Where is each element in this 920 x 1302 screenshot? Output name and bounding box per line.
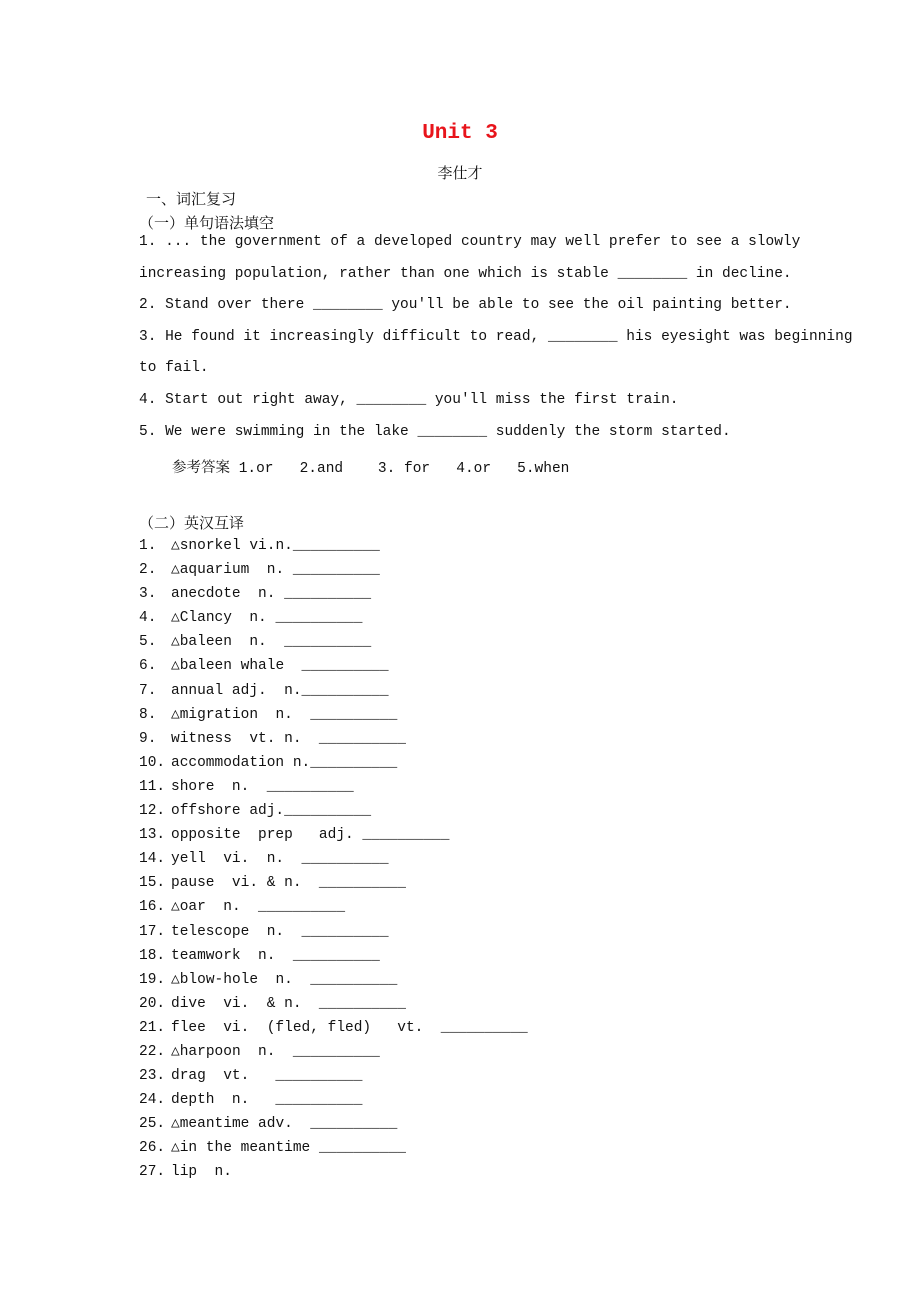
question-line: 1. ... the government of a developed country may well prefer to see a slowly <box>139 234 801 250</box>
vocab-text: telescope n. __________ <box>171 923 389 940</box>
vocab-text: depth n. __________ <box>171 1092 363 1109</box>
vocab-text: drag vt. __________ <box>171 1068 363 1085</box>
vocab-number: 15. <box>139 875 166 892</box>
question-line: 4. Start out right away, ________ you'll miss the first train. <box>139 392 679 408</box>
author-name: 李仕才 <box>437 164 483 182</box>
vocab-text: pause vi. & n. __________ <box>171 875 406 892</box>
question-line: 3. He found it increasingly difficult to read, ________ his eyesight was beginning <box>139 329 853 345</box>
vocab-text: annual adj. n.__________ <box>171 682 389 699</box>
vocab-number: 9. <box>139 730 157 747</box>
vocab-number: 8. <box>139 706 157 723</box>
vocab-text: △migration n. __________ <box>171 706 398 723</box>
vocab-number: 19. <box>139 971 166 988</box>
vocab-text: △in the meantime __________ <box>171 1140 406 1157</box>
vocab-text: △Clancy n. __________ <box>171 610 363 627</box>
vocab-text: witness vt. n. __________ <box>171 730 406 747</box>
vocab-text: offshore adj.__________ <box>171 803 372 820</box>
question-line: increasing population, rather than one which is stable ________ in decline. <box>139 266 792 282</box>
vocab-text: teamwork n. __________ <box>171 947 380 964</box>
vocab-number: 12. <box>139 803 166 820</box>
vocab-text: △baleen n. __________ <box>171 634 372 651</box>
vocab-number: 22. <box>139 1043 166 1060</box>
vocab-number: 18. <box>139 947 166 964</box>
vocab-number: 5. <box>139 634 157 651</box>
vocab-text: lip n. <box>171 1164 232 1181</box>
vocab-text: △blow-hole n. __________ <box>171 971 398 988</box>
vocab-text: △meantime adv. __________ <box>171 1116 398 1133</box>
vocab-number: 10. <box>139 754 166 771</box>
vocab-number: 3. <box>139 586 157 603</box>
vocab-number: 13. <box>139 827 166 844</box>
vocab-text: accommodation n.__________ <box>171 754 398 771</box>
question-line: 5. We were swimming in the lake ________ suddenly the storm started. <box>139 424 731 440</box>
vocab-number: 11. <box>139 778 166 795</box>
vocab-number: 27. <box>139 1164 166 1181</box>
vocab-text: △oar n. __________ <box>171 899 346 916</box>
vocab-number: 25. <box>139 1116 166 1133</box>
vocab-text: flee vi. (fled, fled) vt. __________ <box>171 1019 528 1036</box>
subsection-grammar-fill: （一）单句语法填空 <box>139 214 275 232</box>
vocab-number: 24. <box>139 1092 166 1109</box>
answer-key: 参考答案 1.or 2.and 3. for 4.or 5.when <box>172 461 570 477</box>
vocab-number: 14. <box>139 851 166 868</box>
vocab-text: △harpoon n. __________ <box>171 1043 380 1060</box>
vocab-number: 2. <box>139 562 157 579</box>
vocab-text: opposite prep adj. __________ <box>171 827 450 844</box>
vocab-number: 17. <box>139 923 166 940</box>
vocab-text: △aquarium n. __________ <box>171 562 380 579</box>
vocab-number: 20. <box>139 995 166 1012</box>
vocab-number: 4. <box>139 610 157 627</box>
question-line: 2. Stand over there ________ you'll be able to see the oil painting better. <box>139 297 792 313</box>
vocab-number: 6. <box>139 658 157 675</box>
vocab-number: 23. <box>139 1068 166 1085</box>
vocab-number: 1. <box>139 538 157 554</box>
page-title: Unit 3 <box>422 122 498 145</box>
vocab-text: shore n. __________ <box>171 778 354 795</box>
vocab-text: △snorkel vi.n.__________ <box>171 538 380 554</box>
vocab-number: 16. <box>139 899 166 916</box>
vocab-text: yell vi. n. __________ <box>171 851 389 868</box>
question-line: to fail. <box>139 360 209 376</box>
vocab-text: △baleen whale __________ <box>171 658 389 675</box>
vocab-text: anecdote n. __________ <box>171 586 372 603</box>
vocab-number: 26. <box>139 1140 166 1157</box>
vocab-text: dive vi. & n. __________ <box>171 995 406 1012</box>
vocab-number: 7. <box>139 682 157 699</box>
section-vocabulary-review: 一、词汇复习 <box>146 190 237 208</box>
subsection-translation: （二）英汉互译 <box>139 514 245 532</box>
vocab-number: 21. <box>139 1019 166 1036</box>
